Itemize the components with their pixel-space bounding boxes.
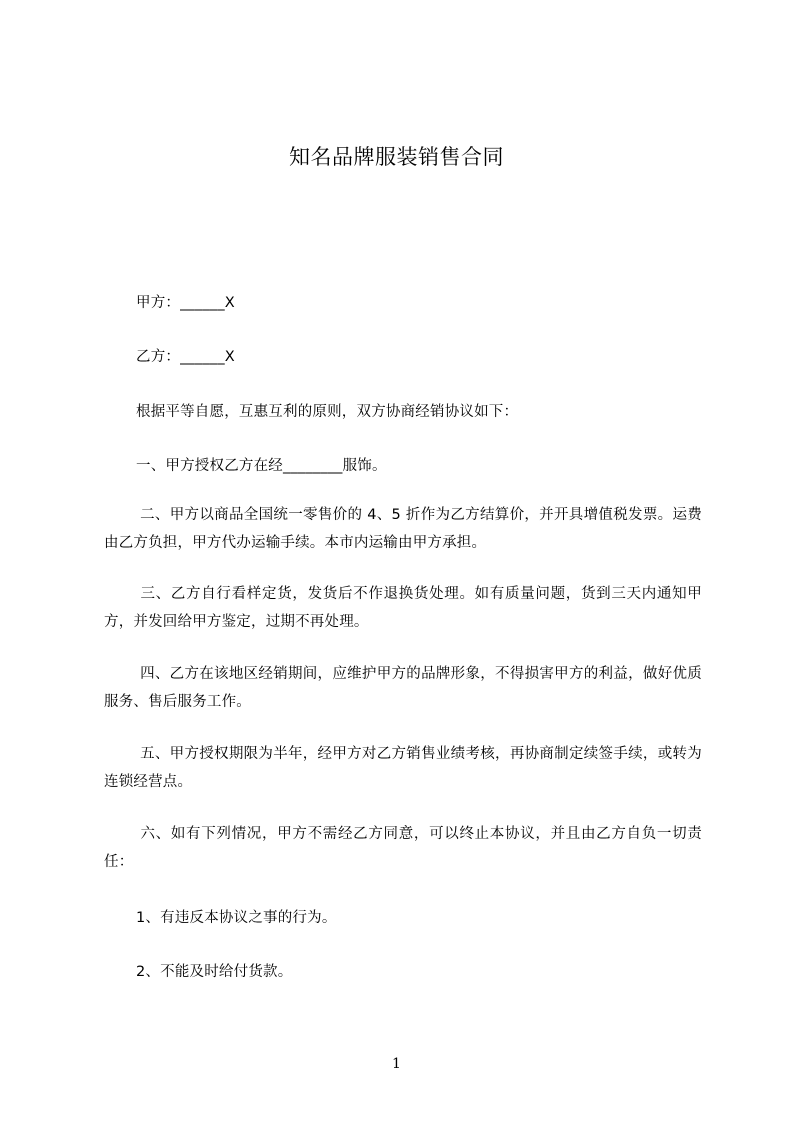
clause-5-text: 五、甲方授权期限为半年，经甲方对乙方销售业绩考核，再协商制定续签手续，或转为连锁经营点。 (104, 746, 702, 790)
party-b-line: 乙方：______X (136, 349, 235, 365)
clause-6 (104, 820, 702, 876)
document-title: 知名品牌服装销售合同 (289, 145, 504, 169)
party-a-line: 甲方：______X (136, 295, 235, 311)
clause-6-text: 六、如有下列情况，甲方不需经乙方同意，可以终止本协议，并且由乙方自负一切责任： (104, 826, 702, 870)
clause-5 (104, 740, 702, 796)
clause-4-text: 四、乙方在该地区经销期间，应维护甲方的品牌形象，不得损害甲方的利益，做好优质服务、售后服务工作。 (104, 666, 702, 710)
clause-1: 一、甲方授权乙方在经________服饰。 (136, 458, 387, 474)
clause-4 (104, 660, 702, 716)
intro-paragraph: 根据平等自愿，互惠互利的原则，双方协商经销协议如下： (136, 404, 519, 420)
list-item-2: 2、不能及时给付货款。 (136, 964, 293, 980)
clause-3-text: 三、乙方自行看样定货，发货后不作退换货处理。如有质量问题，货到三天内通知甲方，并发回给甲方鉴定，过期不再处理。 (104, 586, 702, 630)
list-item-1: 1、有违反本协议之事的行为。 (136, 910, 337, 926)
clause-3 (104, 580, 702, 636)
clause-2 (104, 501, 702, 557)
clause-2-text: 二、甲方以商品全国统一零售价的 4、5 折作为乙方结算价，并开具增值税发票。运费由乙方负担，甲方代办运输手续。本市内运输由甲方承担。 (104, 507, 702, 551)
page-number: 1 (392, 1056, 401, 1072)
